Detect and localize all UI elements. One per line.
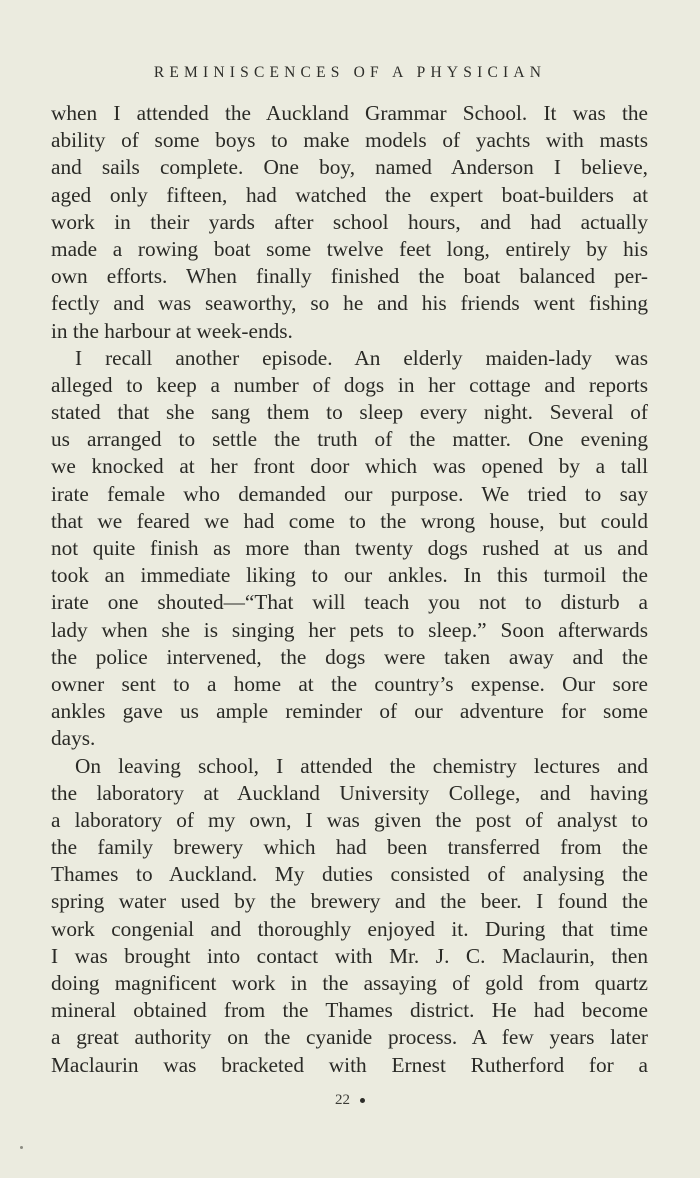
text-line: in the harbour at week-ends. bbox=[51, 318, 293, 343]
folio-dot-ornament bbox=[360, 1098, 365, 1103]
paragraph-2 bbox=[51, 345, 648, 753]
text-line: irate female who demanded our purpose. We tried to say bbox=[51, 481, 648, 506]
text-line: not quite finish as more than twenty dogs rushed at us and bbox=[51, 536, 648, 560]
paper-speck bbox=[20, 1146, 23, 1149]
text-line: work congenial and thoroughly enjoyed it. During that time bbox=[51, 916, 648, 941]
text-line: lady when she is singing her pets to sleep.” Soon afterwards bbox=[51, 617, 648, 642]
text-line: and sails complete. One boy, named Anderson I believe, bbox=[51, 155, 648, 180]
text-line: spring water used by the brewery and the beer. I found the bbox=[51, 889, 648, 914]
text-line: irate one shouted—“That will teach you not to disturb a bbox=[51, 590, 648, 615]
text-line: own efforts. When finally finished the boat balanced per- bbox=[51, 264, 648, 289]
text-line: that we feared we had come to the wrong house, but could bbox=[51, 508, 648, 533]
text-line: Thames to Auckland. My duties consisted of analysing the bbox=[51, 862, 648, 887]
text-line: when I attended the Auckland Grammar School. It was the bbox=[51, 101, 648, 125]
text-line: alleged to keep a number of dogs in her cottage and reports bbox=[51, 372, 648, 397]
text-line: doing magnificent work in the assaying of gold from quartz bbox=[51, 971, 648, 995]
body-text bbox=[51, 100, 648, 1079]
text-line: stated that she sang them to sleep every night. Several of bbox=[51, 400, 648, 425]
text-line: aged only fifteen, had watched the expert boat-builders at bbox=[51, 182, 648, 207]
page-number-text: 22 bbox=[335, 1092, 350, 1108]
text-line: made a rowing boat some twelve feet long, entirely by his bbox=[51, 236, 648, 261]
text-line: mineral obtained from the Thames district. He had become bbox=[51, 998, 648, 1023]
text-line: fectly and was seaworthy, so he and his friends went fishing bbox=[51, 291, 648, 316]
text-line: I recall another episode. An elderly maiden-lady was bbox=[75, 345, 648, 370]
page-number bbox=[0, 1092, 700, 1109]
text-line: days. bbox=[51, 726, 96, 751]
text-line: took an immediate liking to our ankles. In this turmoil the bbox=[51, 563, 648, 588]
text-line: a great authority on the cyanide process. A few years later bbox=[51, 1025, 648, 1050]
text-line: ability of some boys to make models of yachts with masts bbox=[51, 128, 648, 153]
paragraph-1 bbox=[51, 100, 648, 345]
text-line: owner sent to a home at the country’s expense. Our sore bbox=[51, 671, 648, 696]
paragraph-3 bbox=[51, 753, 648, 1079]
text-line: the police intervened, the dogs were taken away and the bbox=[51, 644, 648, 669]
text-line: Maclaurin was bracketed with Ernest Rutherford for a bbox=[51, 1052, 648, 1077]
running-head: REMINISCENCES OF A PHYSICIAN bbox=[153, 64, 547, 81]
text-line: I was brought into contact with Mr. J. C. Maclaurin, then bbox=[51, 943, 648, 968]
text-line: we knocked at her front door which was opened by a tall bbox=[51, 454, 648, 479]
text-line: the family brewery which had been transferred from the bbox=[51, 835, 648, 860]
text-line: the laboratory at Auckland University College, and having bbox=[51, 780, 648, 805]
text-line: a laboratory of my own, I was given the post of analyst to bbox=[51, 807, 648, 832]
text-line: ankles gave us ample reminder of our adventure for some bbox=[51, 699, 648, 724]
text-line: us arranged to settle the truth of the matter. One evening bbox=[51, 427, 648, 452]
text-line: On leaving school, I attended the chemistry lectures and bbox=[75, 753, 648, 778]
text-line: work in their yards after school hours, and had actually bbox=[51, 209, 648, 234]
